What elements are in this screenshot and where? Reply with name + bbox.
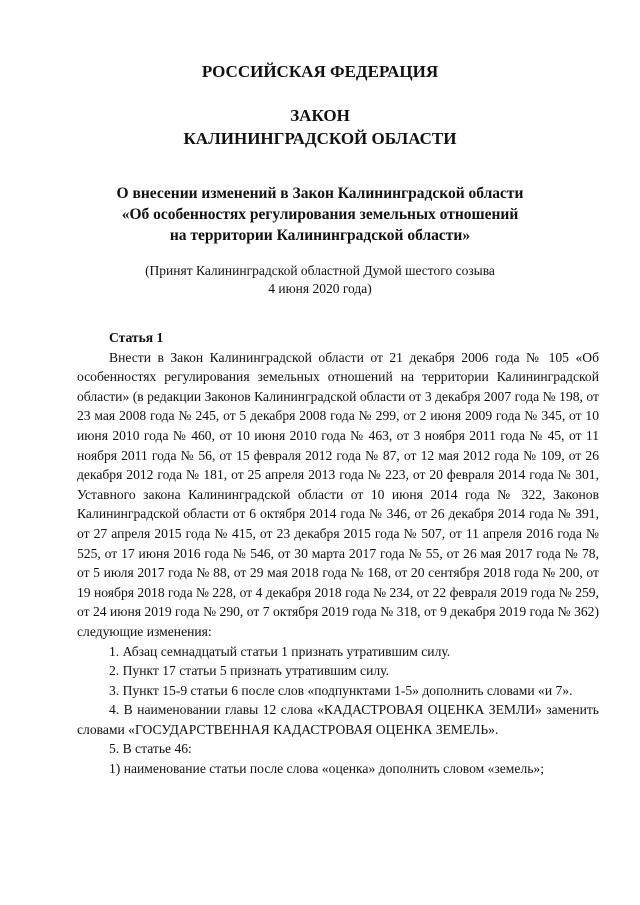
law-heading-line1: ЗАКОН xyxy=(290,106,350,125)
amendment-subitem-1: 1) наименование статьи после слова «оценка» дополнить словом «земель»; xyxy=(109,761,544,777)
article-heading: Статья 1 xyxy=(109,330,164,345)
amendment-item-1: 1. Абзац семнадцатый статьи 1 признать утратившим силу. xyxy=(109,643,451,659)
law-heading xyxy=(0,104,640,150)
adoption-note xyxy=(0,262,640,298)
law-title-line1: О внесении изменений в Закон Калининградской области xyxy=(116,185,524,202)
adoption-note-line2: 4 июня 2020 года) xyxy=(268,281,372,296)
amendment-item-3: 3. Пункт 15-9 статьи 6 после слов «подпунктами 1-5» дополнить словами «и 7». xyxy=(109,682,573,698)
law-heading-line2: КАЛИНИНГРАДСКОЙ ОБЛАСТИ xyxy=(183,129,457,148)
law-title-line3: на территории Калининградской области» xyxy=(169,227,471,244)
amendment-item-5: 5. В статье 46: xyxy=(109,741,192,757)
federation-heading: РОССИЙСКАЯ ФЕДЕРАЦИЯ xyxy=(201,62,439,81)
adoption-note-line1: (Принят Калининградской областной Думой шестого созыва xyxy=(145,263,495,278)
article-intro-paragraph: Внести в Закон Калининградской области от 21 декабря 2006 года № 105 «Об особенностях регулирования земельных отношений на территории Калининградской области» (в редакции Законов Калининградской области от 3 декабря 2007 года № 198, от 23 мая 2008 года № 245, от 5 декабря 2008 года № 299, от 2 июня 2009 года № 345, от 10 июня 2010 года № 460, от 10 июня 2010 года № 463, от 3 ноября 2011 года № 45, от 11 ноября 2011 года № 56, от 15 февраля 2012 года № 87, от 12 мая 2012 года № 109, от 26 декабря 2012 года № 181, от 25 апреля 2013 года № 223, от 20 февраля 2014 года № 301, Уставного закона Калининградской области от 10 июня 2014 года № 322, Законов Калининградской области от 6 октября 2014 года № 346, от 26 декабря 2014 года № 391, от 27 апреля 2015 года № 415, от 23 декабря 2015 года № 507, от 11 апреля 2016 года № 525, от 17 июня 2016 года № 546, от 30 марта 2017 года № 55, от 26 мая 2017 года № 78, от 5 июля 2017 года № 88, от 29 мая 2018 года № 168, от 20 сентября 2018 года № 200, от 19 ноября 2018 года № 228, от 4 декабря 2018 года № 234, от 22 февраля 2019 года № 259, от 24 июня 2019 года № 290, от 7 октября 2019 года № 318, от 9 декабря 2019 года № 362) следующие изменения: xyxy=(77,349,599,639)
law-title-line2: «Об особенностях регулирования земельных отношений xyxy=(121,206,519,223)
article-body xyxy=(77,328,599,779)
amendment-item-4: 4. В наименовании главы 12 слова «КАДАСТРОВАЯ ОЦЕНКА ЗЕМЛИ» заменить словами «ГОСУДАРСТВЕННАЯ КАДАСТРОВАЯ ОЦЕНКА ЗЕМЕЛЬ». xyxy=(77,702,599,737)
law-title xyxy=(0,183,640,246)
amendment-item-2: 2. Пункт 17 статьи 5 признать утратившим силу. xyxy=(109,663,389,679)
